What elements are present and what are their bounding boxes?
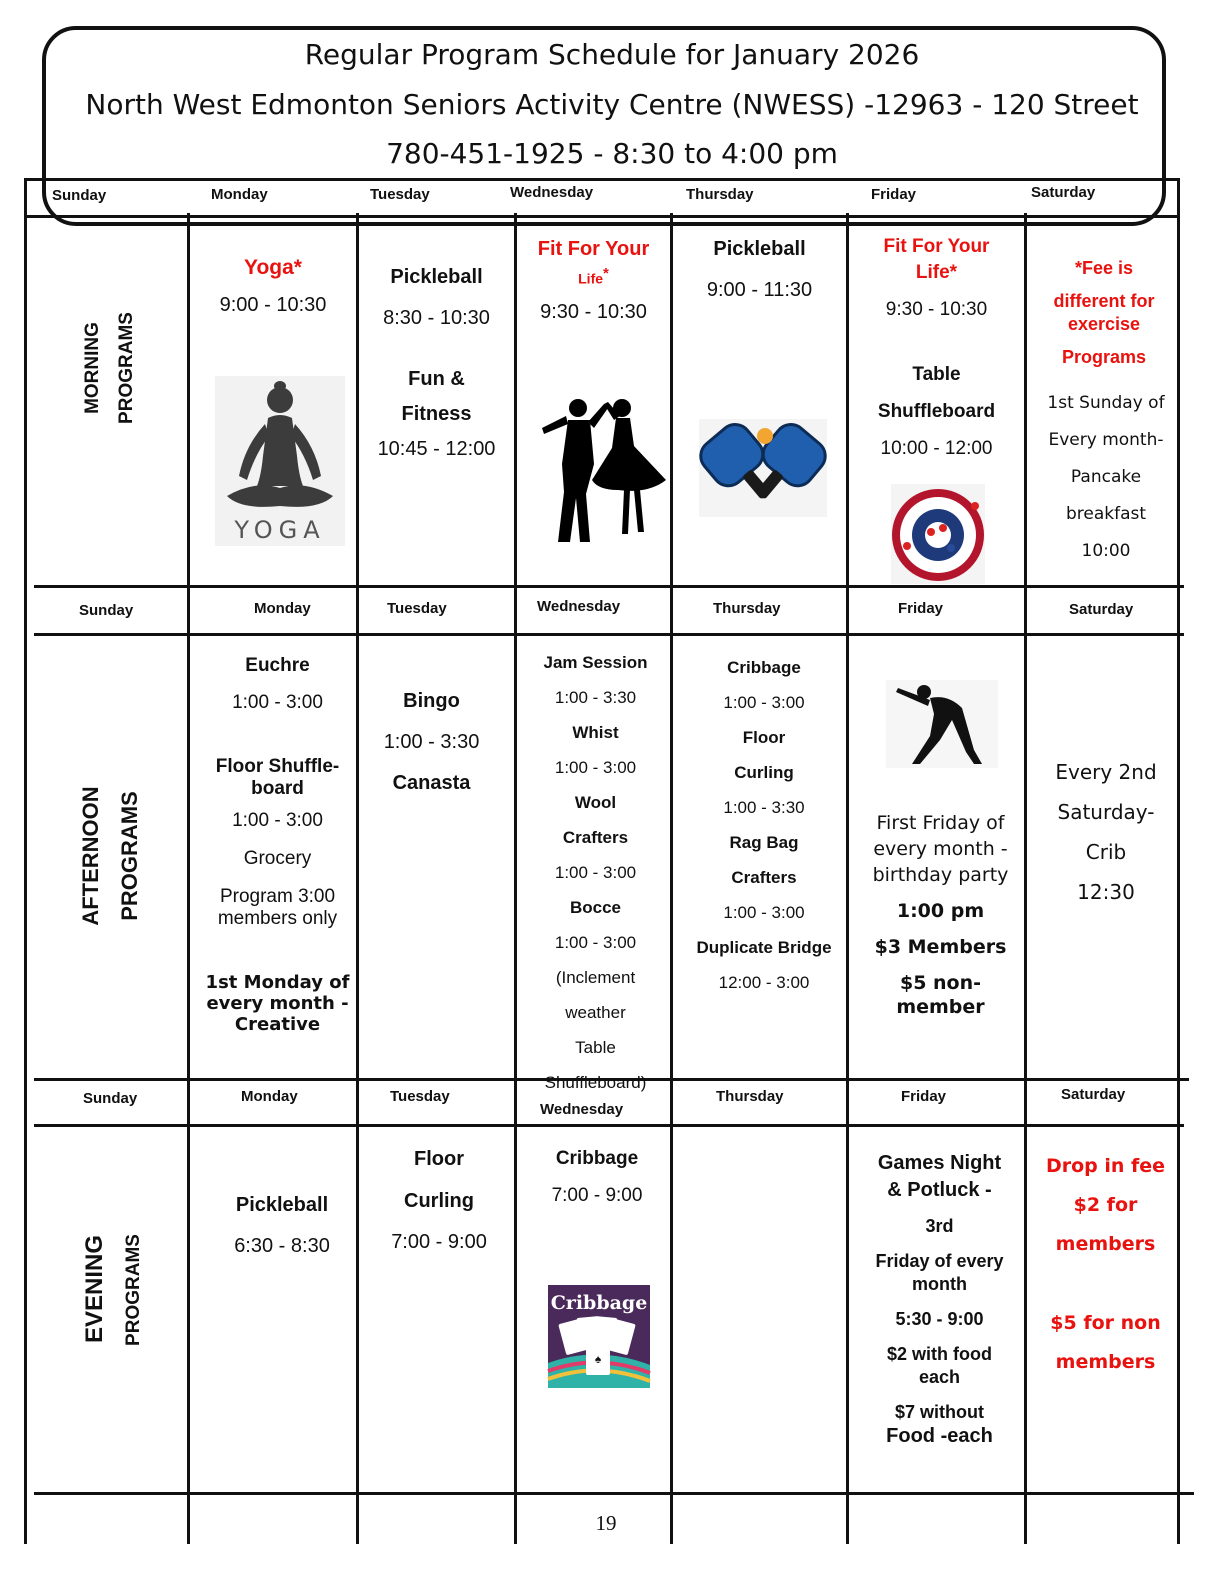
morning-thursday — [673, 238, 846, 302]
day-label-tuesday: Tuesday — [370, 186, 430, 203]
dancing-couple-icon — [538, 394, 668, 546]
program-note: Creative — [234, 1014, 321, 1035]
day-label-sunday: Sunday — [52, 187, 107, 204]
program-name: Fitness — [401, 403, 472, 425]
program-note: weather — [565, 1003, 626, 1022]
program-note: 1st Monday of — [205, 972, 350, 993]
evening-wednesday — [517, 1148, 677, 1207]
day-label-saturday: Saturday — [1031, 184, 1096, 201]
fee-note: *Fee is — [1074, 258, 1134, 278]
event-text: Friday of every — [875, 1251, 1004, 1271]
dancing-couple-image — [538, 394, 668, 546]
program-time: 1:00 - 3:00 — [723, 903, 805, 922]
event-fee: member — [896, 996, 985, 1018]
page-title: Regular Program Schedule for January 2026 — [304, 38, 920, 71]
pancake-breakfast — [1027, 385, 1185, 570]
program-name: Curling — [734, 763, 794, 782]
section-label-morning-programs: PROGRAMS — [116, 312, 137, 424]
program-name: Euchre — [245, 655, 310, 676]
program-time: 9:30 - 10:30 — [540, 300, 647, 323]
section-label-afternoon-programs: PROGRAMS — [117, 791, 142, 921]
program-name: Cribbage — [555, 1148, 639, 1169]
program-name: Bocce — [569, 898, 622, 917]
day-label-friday: Friday — [871, 186, 917, 203]
fee-note: $2 for — [1073, 1194, 1138, 1216]
program-name: board — [251, 778, 304, 799]
section-label-evening-programs: PROGRAMS — [123, 1234, 144, 1346]
program-name: Duplicate Bridge — [696, 938, 832, 957]
day-label-wednesday: Wednesday — [540, 1101, 624, 1118]
event-text: 1st Sunday of — [1047, 393, 1165, 413]
section-label-evening: EVENING — [81, 1234, 108, 1344]
event-text: Every month- — [1048, 430, 1164, 450]
event-text: every month - — [873, 838, 1008, 860]
program-time: 1:00 - 3:00 — [232, 692, 323, 713]
program-note: Shuffleboard) — [544, 1073, 647, 1092]
afternoon-friday — [849, 812, 1032, 1018]
evening-saturday — [1027, 1155, 1184, 1373]
program-time: 9:00 - 10:30 — [219, 294, 327, 316]
day-label-thursday: Thursday — [686, 186, 754, 203]
program-time: 10:45 - 12:00 — [377, 438, 496, 460]
program-time: 1:00 - 3:00 — [554, 758, 637, 777]
day-label-tuesday: Tuesday — [387, 600, 447, 617]
program-name: Jam Session — [543, 653, 648, 672]
program-time: 1:00 - 3:00 — [554, 863, 637, 882]
event-fee: Food -each — [886, 1425, 993, 1447]
program-name: Bingo — [403, 690, 460, 712]
program-name: Pickleball — [713, 238, 806, 260]
day-label-saturday: Saturday — [1061, 1086, 1126, 1103]
stretching-person-icon — [886, 680, 998, 768]
event-text: Pancake — [1070, 467, 1142, 487]
program-time: 7:00 - 9:00 — [551, 1185, 643, 1206]
fee-note: members — [1055, 1351, 1156, 1373]
event-time: 12:30 — [1077, 880, 1135, 904]
fee-note: Programs — [1061, 347, 1147, 367]
yoga-meditation-icon — [215, 376, 345, 546]
event-time: 1:00 pm — [896, 900, 985, 922]
event-time: 10:00 — [1081, 541, 1131, 561]
program-time: 1:00 - 3:00 — [723, 693, 805, 712]
program-name: Crafters — [731, 868, 797, 887]
day-label-monday: Monday — [241, 1088, 298, 1105]
day-label-friday: Friday — [901, 1088, 947, 1105]
morning-tuesday — [359, 266, 514, 461]
event-fee: $3 Members — [874, 936, 1007, 958]
program-time: 1:00 - 3:00 — [232, 810, 323, 831]
curling-target-image — [891, 484, 985, 584]
day-label-wednesday: Wednesday — [537, 598, 621, 615]
fee-note: different for — [1053, 291, 1155, 311]
day-label-wednesday: Wednesday — [510, 184, 594, 201]
section-label-afternoon: AFTERNOON — [78, 786, 103, 926]
program-name: Rag Bag — [729, 833, 799, 852]
cribbage-image — [548, 1285, 650, 1388]
program-name: Crafters — [562, 828, 629, 847]
day-label-monday: Monday — [254, 600, 311, 617]
svg-text:Cribbage: Cribbage — [550, 1292, 648, 1314]
event-text: Games Night — [877, 1152, 1002, 1174]
event-text: month — [912, 1274, 967, 1294]
event-text: First Friday of — [876, 812, 1005, 834]
stretch-figure-image — [886, 680, 998, 768]
program-name-life: Life* — [578, 265, 609, 287]
pickleball-image — [699, 419, 827, 517]
program-name: Floor Shuffle- — [215, 756, 340, 777]
fee-note: members — [1055, 1233, 1156, 1255]
program-name: Wool — [574, 793, 617, 812]
event-text: & Potluck - — [887, 1179, 992, 1201]
program-name: Whist — [572, 723, 619, 742]
event-time: 5:30 - 9:00 — [895, 1309, 984, 1329]
day-label-sunday: Sunday — [79, 602, 134, 619]
svg-text:YOGA: YOGA — [234, 516, 326, 544]
afternoon-monday — [190, 655, 365, 1035]
program-note: members only — [217, 908, 338, 929]
program-time: 7:00 - 9:00 — [391, 1231, 487, 1253]
program-name: Fun & — [408, 368, 465, 390]
program-name: Table — [912, 364, 961, 385]
cribbage-cards-icon — [548, 1285, 650, 1388]
section-label-morning: MORNING — [82, 322, 103, 414]
evening-tuesday — [359, 1148, 519, 1254]
program-note: Table — [575, 1038, 616, 1057]
program-time: 9:30 - 10:30 — [885, 299, 988, 320]
morning-friday — [849, 236, 1024, 460]
program-name: Program 3:00 — [219, 886, 336, 907]
event-fee: $7 without — [895, 1402, 984, 1422]
program-time: 1:00 - 3:00 — [554, 933, 637, 952]
page-number: 19 — [595, 1511, 617, 1535]
evening-friday — [849, 1152, 1030, 1448]
afternoon-saturday — [1027, 752, 1185, 912]
event-text: Every 2nd — [1055, 760, 1157, 784]
day-label-friday: Friday — [898, 600, 944, 617]
program-name: Floor — [414, 1148, 464, 1170]
program-time: 1:00 - 3:30 — [723, 798, 805, 817]
program-name: Grocery — [243, 848, 312, 869]
program-time: 12:00 - 3:00 — [718, 973, 810, 992]
program-name: Yoga* — [244, 256, 302, 279]
event-text: birthday party — [872, 864, 1009, 886]
day-label-thursday: Thursday — [713, 600, 781, 617]
evening-monday — [198, 1194, 366, 1258]
fee-note: exercise — [1067, 314, 1141, 334]
svg-text:♠: ♠ — [594, 1352, 602, 1366]
morning-saturday — [1027, 258, 1181, 368]
program-name: Fit For Your — [537, 238, 650, 260]
event-text: Saturday- — [1057, 800, 1155, 824]
centre-contact: 780-451-1925 - 8:30 to 4:00 pm — [386, 137, 838, 170]
centre-name: North West Edmonton Seniors Activity Centre (NWESS) -12963 - 120 Street — [85, 88, 1139, 121]
event-fee: each — [918, 1367, 961, 1387]
afternoon-wednesday — [517, 645, 674, 1092]
program-name: Cribbage — [727, 658, 801, 677]
event-text: 3rd — [925, 1216, 954, 1236]
program-name: Fit For Your — [883, 236, 990, 257]
day-label-saturday: Saturday — [1069, 601, 1134, 618]
morning-wednesday — [517, 238, 670, 324]
pickleball-paddles-icon — [699, 419, 827, 517]
program-time: 6:30 - 8:30 — [234, 1235, 330, 1257]
program-time: 10:00 - 12:00 — [880, 438, 993, 459]
program-time: 9:00 - 11:30 — [706, 279, 813, 301]
yoga-image — [215, 376, 345, 546]
curling-house-icon — [891, 484, 985, 584]
morning-monday — [190, 256, 356, 317]
day-label-monday: Monday — [211, 186, 268, 203]
program-name: Shuffleboard — [877, 401, 996, 422]
program-time: 1:00 - 3:30 — [383, 731, 480, 753]
day-label-tuesday: Tuesday — [390, 1088, 450, 1105]
day-label-thursday: Thursday — [716, 1088, 784, 1105]
fee-note: $5 for non — [1050, 1312, 1161, 1334]
event-fee: $5 non- — [899, 972, 982, 994]
event-text: Crib — [1085, 840, 1127, 864]
program-name: Pickleball — [390, 266, 483, 288]
afternoon-tuesday — [359, 690, 504, 795]
program-name: Pickleball — [235, 1194, 329, 1216]
program-time: 1:00 - 3:30 — [554, 688, 637, 707]
program-note: every month - — [206, 993, 349, 1014]
afternoon-thursday — [673, 650, 855, 1000]
program-note: (Inclement — [555, 968, 636, 987]
program-name: Curling — [404, 1190, 474, 1212]
program-time: 8:30 - 10:30 — [383, 307, 490, 329]
day-label-sunday: Sunday — [83, 1090, 138, 1107]
event-fee: $2 with food — [887, 1344, 992, 1364]
event-text: breakfast — [1065, 504, 1147, 524]
program-name: Floor — [742, 728, 786, 747]
fee-note: Drop in fee — [1045, 1155, 1166, 1177]
program-name: Life* — [915, 262, 958, 283]
program-name: Canasta — [392, 772, 471, 794]
